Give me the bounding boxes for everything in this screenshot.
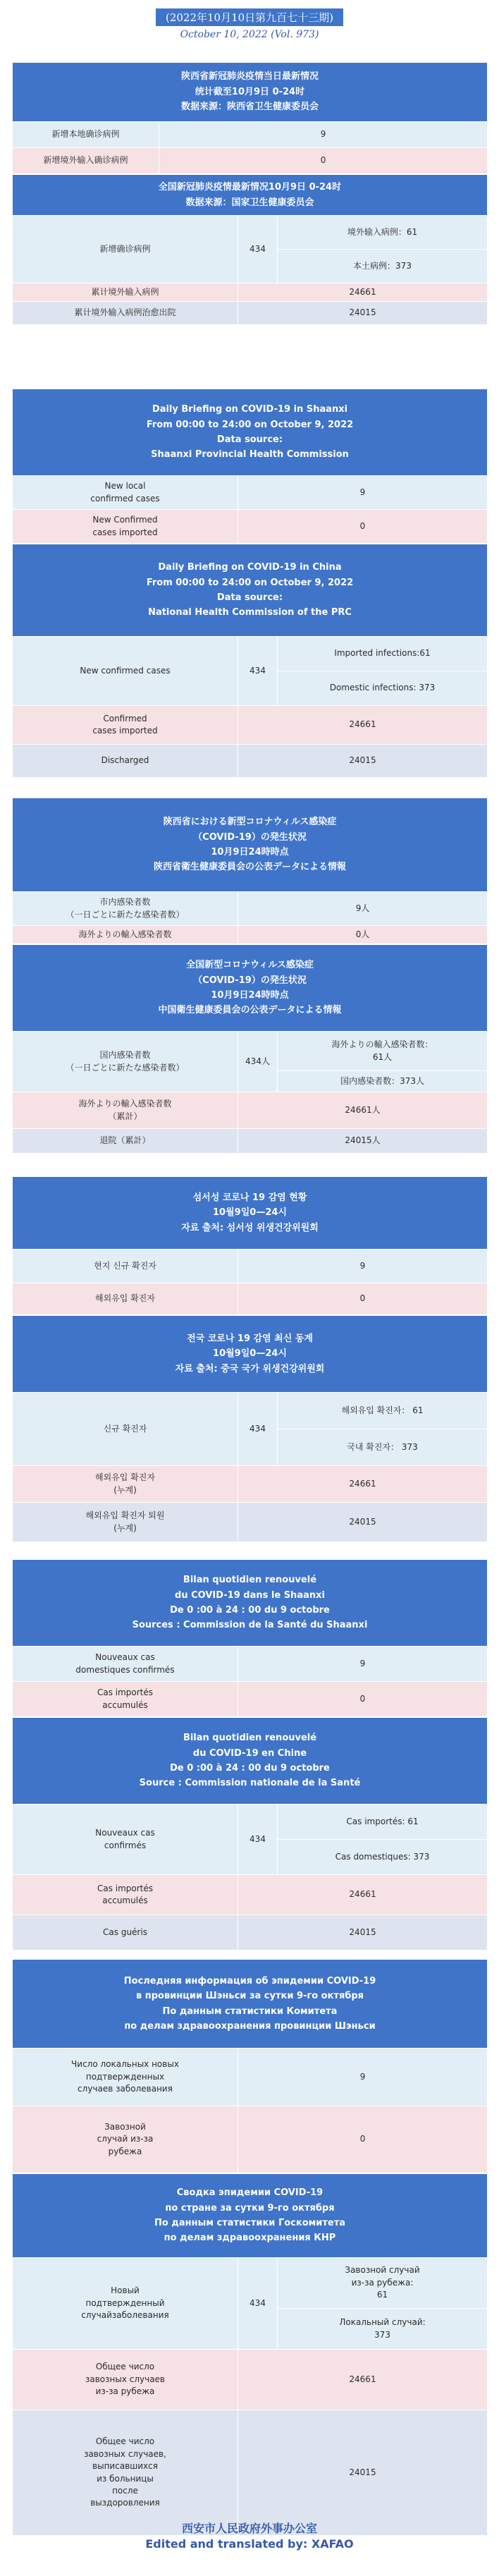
value-cum-imported: 24661 bbox=[238, 283, 488, 302]
label-imported-new: New Confirmed cases imported bbox=[13, 510, 238, 544]
value-domestic-infections: Cas domestiques: 373 bbox=[278, 1840, 488, 1875]
label-imported-new: 新增境外输入确诊病例 bbox=[13, 148, 159, 174]
label-new-confirmed: 新增确诊病例 bbox=[13, 216, 238, 283]
section-japanese bbox=[12, 798, 487, 1154]
issue-date: October 10, 2022 (Vol. 973) bbox=[180, 29, 319, 40]
value-cum-imported: 24661 bbox=[238, 706, 488, 745]
label-new-confirmed: Nouveaux cas confirmés bbox=[13, 1805, 238, 1875]
japanese-national-title: 全国新型コロナウィルス感染症 （COVID-19）の発生状況 10月9日24時時点 中国衛生健康委員会の公表データによる情報 bbox=[13, 945, 488, 1032]
label-local-new: New local confirmed cases bbox=[13, 476, 238, 510]
korean-local-title: 섬서성 코로나 19 감염 현황 10월9일0—24시 자료 출처: 섬서성 위생건강위원회 bbox=[13, 1177, 488, 1250]
value-domestic-infections: 국내 확진자： 373 bbox=[278, 1429, 488, 1466]
footer bbox=[0, 2520, 499, 2551]
label-local-new: 현지 신규 확진자 bbox=[13, 1250, 238, 1283]
label-cum-discharged: 退院（累計） bbox=[13, 1129, 238, 1154]
value-domestic-infections: Локальный случай: 373 bbox=[278, 2309, 488, 2350]
value-cum-imported: 24661 bbox=[238, 1466, 488, 1503]
value-cum-discharged: 24015 bbox=[238, 745, 488, 778]
label-cum-imported: Общее число завозных случаев из-за рубежа bbox=[13, 2350, 238, 2410]
value-imported-new: 0 bbox=[238, 1682, 488, 1717]
value-new-confirmed: 434 bbox=[238, 1393, 278, 1466]
value-imported-new: 0 bbox=[159, 148, 488, 174]
label-new-confirmed: Новый подтвержденный случайзаболевания bbox=[13, 2258, 238, 2350]
footer-org: 西安市人民政府外事办公室 bbox=[181, 2522, 317, 2535]
value-local-new: 9 bbox=[238, 1250, 488, 1283]
value-imported-infections: Завозной случай из-за рубежа: 61 bbox=[278, 2258, 488, 2309]
label-cum-discharged: 累计境外输入病例治愈出院 bbox=[13, 302, 238, 325]
section-korean bbox=[12, 1176, 487, 1542]
label-local-new: 新增本地确诊病例 bbox=[13, 122, 159, 148]
english-national-title: Daily Briefing on COVID-19 in China From 00:00 to 24:00 on October 9, 2022 Data source: National Health Commission of the PRC bbox=[13, 544, 488, 637]
value-imported-infections: Cas importés: 61 bbox=[278, 1805, 488, 1840]
label-new-confirmed: New confirmed cases bbox=[13, 637, 238, 706]
value-imported-new: 0 bbox=[238, 2106, 488, 2173]
chinese-national-title: 全国新冠肺炎疫情最新情况10月9日 0-24时 数据来源：国家卫生健康委员会 bbox=[13, 175, 488, 216]
value-domestic-infections: 本土病例：373 bbox=[278, 250, 488, 283]
label-cum-discharged: 해외유입 확진자 퇴원 (누계) bbox=[13, 1503, 238, 1542]
japanese-local-title: 陝西省における新型コロナウィルス感染症 （COVID-19）の発生状況 10月9日24時時点 陝西省衛生健康委員会の公表データによる情報 bbox=[13, 798, 488, 892]
value-cum-imported: 24661 bbox=[238, 2350, 488, 2410]
label-cum-imported: Cas importés accumulés bbox=[13, 1875, 238, 1915]
label-local-new: 市内感染者数 （一日ごとに新たな感染者数） bbox=[13, 892, 238, 926]
issue-number: (2022年10月10日第九百七十三期) bbox=[156, 8, 343, 26]
section-russian bbox=[12, 1959, 487, 2536]
value-new-confirmed: 434 bbox=[238, 2258, 278, 2350]
label-cum-imported: 海外よりの輸入感染者数 （累計） bbox=[13, 1092, 238, 1129]
value-new-confirmed: 434 bbox=[238, 1805, 278, 1875]
label-imported-new: Cas importés accumulés bbox=[13, 1682, 238, 1717]
russian-national-title: Сводка эпидемии COVID-19 по стране за сутки 9-го октября По данным статистики Госкомитета по делам здравоохранения КНР bbox=[13, 2174, 488, 2258]
label-cum-imported: Confirmed cases imported bbox=[13, 706, 238, 745]
value-domestic-infections: Domestic infections: 373 bbox=[278, 671, 488, 706]
value-cum-discharged: 24015 bbox=[238, 1503, 488, 1542]
english-local-title: Daily Briefing on COVID-19 in Shaanxi From 00:00 to 24:00 on October 9, 2022 Data source: Shaanxi Provincial Health Commission bbox=[13, 389, 488, 476]
value-cum-discharged: 24015人 bbox=[238, 1129, 488, 1154]
footer-credit: Edited and translated by: XAFAO bbox=[145, 2537, 354, 2551]
label-new-confirmed: 신규 확진자 bbox=[13, 1393, 238, 1466]
french-local-title: Bilan quotidien renouvelé du COVID-19 dans le Shaanxi De 0 :00 à 24 : 00 du 9 octobre Sources : Commission de la Santé du Shaanxi bbox=[13, 1560, 488, 1647]
value-cum-discharged: 24015 bbox=[238, 1915, 488, 1951]
value-new-confirmed: 434 bbox=[238, 637, 278, 706]
section-chinese bbox=[12, 62, 487, 325]
label-local-new: Число локальных новых подтвержденных случаев заболевания bbox=[13, 2049, 238, 2106]
value-imported-new: 0 bbox=[238, 1283, 488, 1315]
value-cum-imported: 24661 bbox=[238, 1875, 488, 1915]
value-cum-imported: 24661人 bbox=[238, 1092, 488, 1129]
value-local-new: 9人 bbox=[238, 892, 488, 926]
value-local-new: 9 bbox=[238, 476, 488, 510]
value-imported-new: 0 bbox=[238, 510, 488, 544]
value-domestic-infections: 国内感染者数：373人 bbox=[278, 1071, 488, 1092]
russian-local-title: Последняя информация об эпидемии COVID-19 в провинции Шэньси за сутки 9-го октября По данным статистики Комитета по делам здравоохранения провинции Шэньси bbox=[13, 1960, 488, 2049]
value-imported-infections: 해외유입 확진자： 61 bbox=[278, 1393, 488, 1429]
value-cum-discharged: 24015 bbox=[238, 302, 488, 325]
value-new-confirmed: 434 bbox=[238, 216, 278, 283]
label-imported-new: 海外よりの輸入感染者数 bbox=[13, 926, 238, 944]
label-cum-discharged: Discharged bbox=[13, 745, 238, 778]
value-imported-infections: 海外よりの輸入感染者数： 61人 bbox=[278, 1032, 488, 1071]
value-imported-infections: 境外输入病例：61 bbox=[278, 216, 488, 250]
value-new-confirmed: 434人 bbox=[238, 1032, 278, 1092]
label-cum-discharged: Общее число завозных случаев, выписавшихся из больницы после выздоровления bbox=[13, 2410, 238, 2536]
label-cum-imported: 累计境外输入病例 bbox=[13, 283, 238, 302]
value-local-new: 9 bbox=[159, 122, 488, 148]
label-local-new: Nouveaux cas domestiques confirmés bbox=[13, 1647, 238, 1682]
value-imported-infections: Imported infections:61 bbox=[278, 637, 488, 671]
label-imported-new: 해외유입 확진자 bbox=[13, 1283, 238, 1315]
issue-header bbox=[0, 0, 499, 40]
french-national-title: Bilan quotidien renouvelé du COVID-19 en Chine De 0 :00 à 24 : 00 du 9 octobre Source : Commission nationale de la Santé bbox=[13, 1718, 488, 1805]
label-new-confirmed: 国内感染者数 （一日ごとに新たな感染者数） bbox=[13, 1032, 238, 1092]
label-cum-discharged: Cas guéris bbox=[13, 1915, 238, 1951]
value-cum-discharged: 24015 bbox=[238, 2410, 488, 2536]
chinese-local-title: 陕西省新冠肺炎疫情当日最新情况 统计截至10月9日 0-24时 数据来源：陕西省卫生健康委员会 bbox=[13, 63, 488, 122]
value-local-new: 9 bbox=[238, 2049, 488, 2106]
section-french bbox=[12, 1559, 487, 1951]
section-english bbox=[12, 389, 487, 778]
label-imported-new: Завозной случай из-за рубежа bbox=[13, 2106, 238, 2173]
korean-national-title: 전국 코로나 19 감염 최신 동계 10월9일0—24시 자료 출처: 중국 국가 위생건강위원회 bbox=[13, 1316, 488, 1393]
value-imported-new: 0人 bbox=[238, 926, 488, 944]
label-cum-imported: 해외유입 확진자 (누계) bbox=[13, 1466, 238, 1503]
value-local-new: 9 bbox=[238, 1647, 488, 1682]
